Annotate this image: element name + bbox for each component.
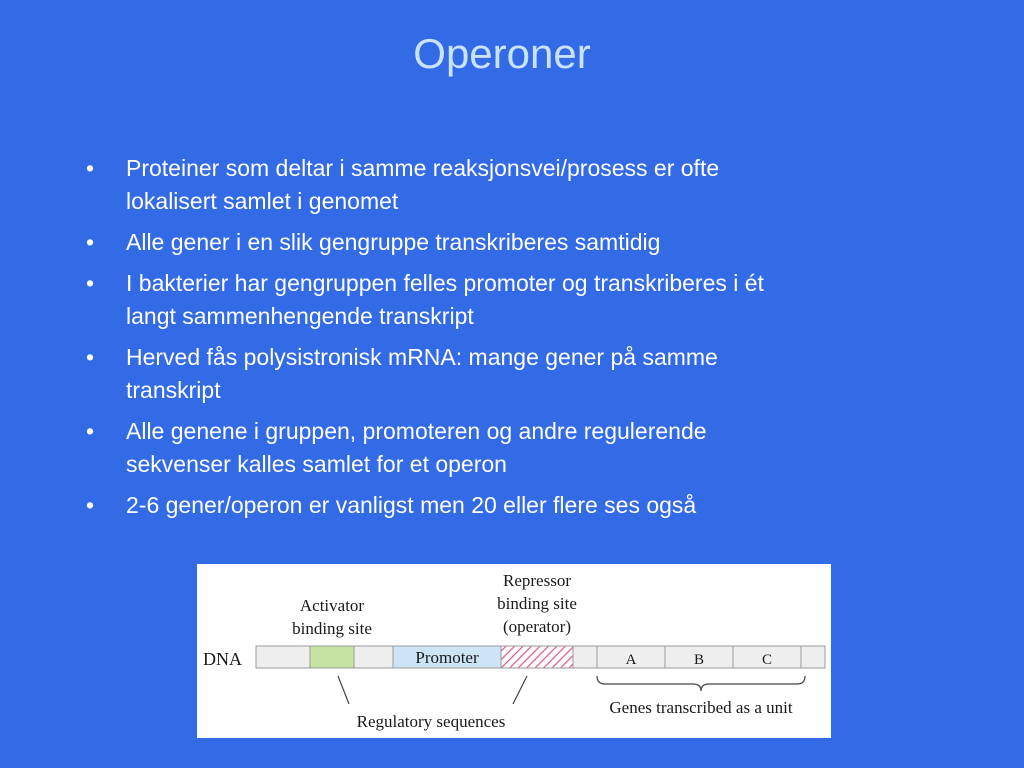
- bullet-icon: •: [86, 492, 95, 518]
- operator-region: [501, 646, 573, 668]
- bullet-line: langt sammenhengende transkript: [126, 303, 474, 329]
- bullet-line: transkript: [126, 377, 221, 403]
- promoter-label: Promoter: [415, 648, 479, 667]
- bullet-item: [84, 415, 944, 481]
- gene-c-label: C: [761, 652, 773, 668]
- dna-label: DNA: [203, 649, 242, 669]
- dna-segment: [256, 646, 310, 668]
- bullet-line: Alle gener i en slik gengruppe transkriberes samtidig: [126, 229, 661, 255]
- bullet-line: Herved fås polysistronisk mRNA: mange gener på samme: [126, 344, 718, 370]
- activator-binding-site: [310, 646, 354, 668]
- regulatory-pointer-right: [513, 676, 527, 704]
- dna-segment: [573, 646, 597, 668]
- repressor-label-line1: Repressor: [503, 571, 571, 590]
- bullet-line: sekvenser kalles samlet for et operon: [126, 451, 507, 477]
- operon-diagram: [197, 564, 831, 738]
- bullet-item: [84, 152, 944, 218]
- bullet-icon: •: [86, 418, 95, 444]
- genes-unit-label: Genes transcribed as a unit: [609, 698, 793, 717]
- bullet-icon: •: [86, 229, 95, 255]
- dna-segment: [801, 646, 825, 668]
- bullet-icon: •: [86, 270, 95, 296]
- dna-segment: [354, 646, 393, 668]
- bullet-line: 2-6 gener/operon er vanligst men 20 eller flere ses også: [126, 492, 697, 518]
- bullet-line: lokalisert samlet i genomet: [126, 188, 399, 214]
- bullet-item: [84, 341, 944, 407]
- genes-brace: [597, 676, 805, 691]
- bullet-list: [84, 152, 944, 530]
- activator-label-line1: Activator: [299, 596, 365, 615]
- bullet-item: [84, 489, 944, 522]
- bullet-icon: •: [86, 155, 95, 181]
- repressor-label-line2: binding site: [497, 594, 577, 613]
- operon-diagram-svg: [197, 564, 831, 738]
- bullet-line: Alle genene i gruppen, promoteren og andre regulerende: [126, 418, 707, 444]
- bullet-line: Proteiner som deltar i samme reaksjonsvei/prosess er ofte: [126, 155, 720, 181]
- repressor-label-line3: (operator): [503, 617, 571, 636]
- activator-label-line2: binding site: [292, 619, 372, 638]
- bullet-icon: •: [86, 344, 95, 370]
- gene-a-label: A: [625, 652, 637, 668]
- regulatory-sequences-label: Regulatory sequences: [356, 712, 506, 731]
- regulatory-pointer-left: [338, 676, 349, 704]
- gene-b-label: B: [693, 652, 705, 668]
- slide-title: Operoner: [413, 30, 591, 77]
- dna-strip: [256, 646, 825, 668]
- bullet-item: [84, 226, 944, 259]
- bullet-item: [84, 267, 944, 333]
- bullet-line: I bakterier har gengruppen felles promoter og transkriberes i ét: [126, 270, 764, 296]
